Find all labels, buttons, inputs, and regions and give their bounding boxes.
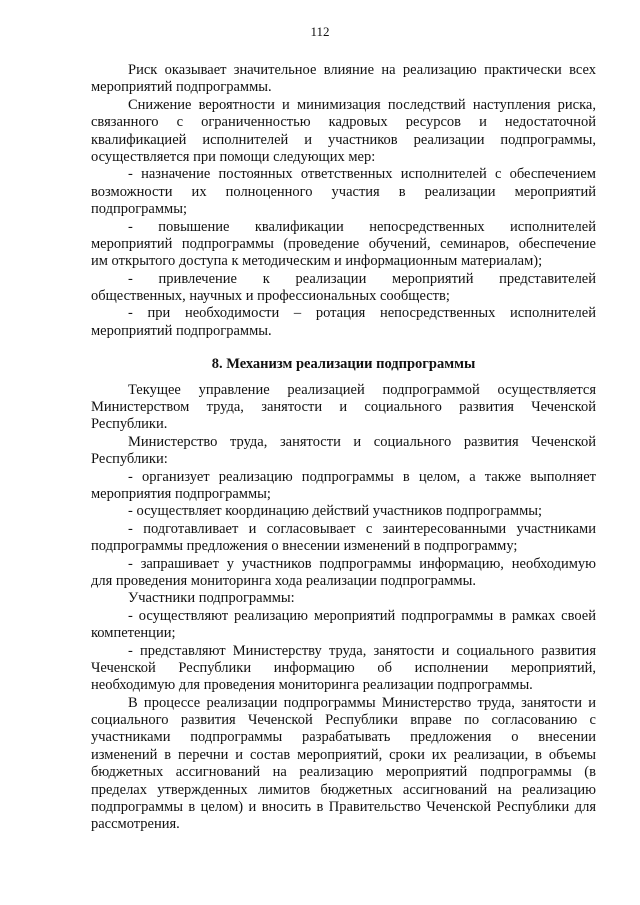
text-line: мероприятий подпрограммы. (91, 79, 272, 96)
text-line: - назначение постоянных ответственных исполнителей с обеспечением (128, 166, 596, 183)
paragraph (91, 503, 596, 520)
paragraph (91, 271, 596, 306)
text-line: Текущее управление реализацией подпрограммой осуществляется (128, 381, 596, 398)
text-line: квалификацией исполнителей и участников реализации подпрограммы, (91, 131, 596, 148)
text-line: - запрашивает у участников подпрограммы информацию, необходимую (128, 555, 596, 572)
text-line: мероприятий подпрограммы. (91, 322, 272, 339)
text-line: - осуществляют реализацию мероприятий подпрограммы в рамках своей (128, 607, 596, 624)
text-line: возможности их полноценного участия в реализации мероприятий (91, 183, 596, 200)
paragraph (91, 556, 596, 591)
text-line: - привлечение к реализации мероприятий представителей (128, 270, 596, 287)
text-line: связанного с ограниченностью кадровых ресурсов и недостаточной (91, 114, 596, 131)
paragraph (91, 695, 596, 834)
text-line: социального развития Чеченской Республики вправе по согласованию с (91, 712, 596, 729)
text-line: - организует реализацию подпрограммы в целом, а также выполняет (128, 468, 596, 485)
text-line: Участники подпрограммы: (128, 590, 295, 607)
text-line: Снижение вероятности и минимизация последствий наступления риска, (128, 96, 596, 113)
text-line: Министерством труда, занятости и социального развития Чеченской (91, 399, 596, 416)
paragraph (91, 469, 596, 504)
document-body (91, 62, 596, 834)
paragraph (91, 305, 596, 340)
page-number: 112 (310, 24, 330, 39)
text-line: осуществляется при помощи следующих мер: (91, 148, 376, 165)
text-line: мероприятий подпрограммы (проведение обучений, семинаров, обеспечение (91, 235, 596, 252)
text-line: - повышение квалификации непосредственных исполнителей (128, 218, 596, 235)
text-line: подпрограммы в целом) и вносить в Правительство Чеченской Республики для (91, 799, 596, 816)
text-line: необходимую для проведения мониторинга реализации подпрограммы. (91, 677, 533, 694)
text-line: изменений в перечни и состав мероприятий, сроки их реализации, в объемы (91, 746, 596, 763)
text-line: участниками подпрограммы разрабатывать предложения о внесении (91, 729, 596, 746)
text-line: В процессе реализации подпрограммы Министерство труда, занятости и (128, 694, 596, 711)
text-line: - осуществляет координацию действий участников подпрограммы; (128, 503, 543, 520)
text-line: Республики: (91, 451, 168, 468)
paragraph (91, 521, 596, 556)
text-line: - представляют Министерству труда, занятости и социального развития (128, 642, 596, 659)
paragraph (91, 434, 596, 469)
paragraph (91, 643, 596, 695)
text-line: общественных, научных и профессиональных сообществ; (91, 288, 450, 305)
text-line: им открытого доступа к методическим и информационным материалам); (91, 253, 543, 270)
text-line: Республики. (91, 416, 168, 433)
paragraph (91, 608, 596, 643)
text-line: рассмотрения. (91, 816, 180, 833)
text-line: пределах утвержденных лимитов бюджетных ассигнований на реализацию (91, 781, 596, 798)
text-line: подпрограммы; (91, 201, 187, 218)
text-line: Чеченской Республики информацию об исполнении мероприятий, (91, 659, 596, 676)
section-heading: 8. Механизм реализации подпрограммы (211, 356, 476, 373)
text-line: Министерство труда, занятости и социального развития Чеченской (128, 433, 596, 450)
text-line: для проведения мониторинга хода реализации подпрограммы. (91, 572, 476, 589)
paragraph (91, 590, 596, 607)
text-line: подпрограммы предложения о внесении изменений в подпрограмму; (91, 538, 518, 555)
paragraph (91, 97, 596, 167)
text-line: мероприятия подпрограммы; (91, 485, 271, 502)
text-line: Риск оказывает значительное влияние на реализацию практически всех (128, 62, 596, 78)
text-line: - при необходимости – ротация непосредственных исполнителей (128, 305, 596, 322)
text-line: - подготавливает и согласовывает с заинтересованными участниками (128, 520, 596, 537)
paragraph (91, 166, 596, 218)
paragraph (91, 219, 596, 271)
paragraph (91, 62, 596, 97)
text-line: бюджетных ассигнований на реализацию мероприятий подпрограммы (в (91, 764, 596, 781)
paragraph (91, 382, 596, 434)
text-line: компетенции; (91, 625, 176, 642)
